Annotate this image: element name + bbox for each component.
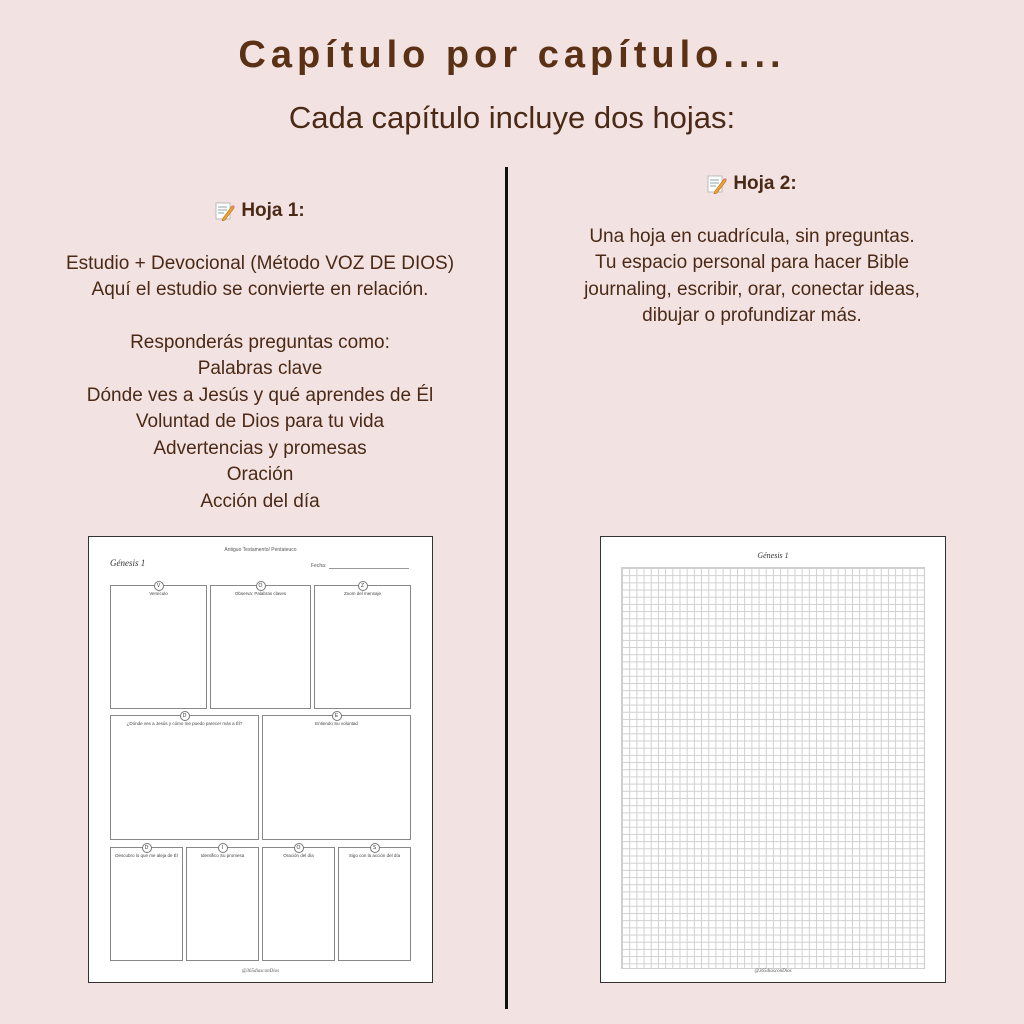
memo-pencil-icon (707, 174, 727, 194)
box-o2 (262, 847, 335, 961)
box-label: Versículo (149, 591, 168, 596)
page-title: Capítulo por capítulo.... (238, 34, 786, 76)
question-item: Oración (226, 464, 294, 485)
date-line (329, 568, 409, 569)
question-item: Acción del día (200, 490, 320, 512)
box-label: Zoom del mensaje (343, 591, 382, 596)
description-line: Tu espacio personal para hacer Bible (594, 252, 910, 273)
box-v (110, 585, 207, 709)
sheet1-section: Antiguo Testamento/ Pentateuco (224, 547, 297, 553)
box-o (210, 585, 311, 709)
box-s (338, 847, 411, 961)
box-label: Sigo con la acción del día (348, 853, 401, 858)
grid-area (621, 567, 925, 969)
letter-badge: V (154, 581, 164, 591)
sheet1-footer: @365diasconDios (241, 969, 280, 974)
letter-badge: S (370, 843, 380, 853)
description-line: journaling, escribir, orar, conectar ideas, (584, 278, 920, 300)
sheet1-heading-text: Hoja 1: (241, 200, 305, 221)
intro-line: Estudio + Devocional (Método VOZ DE DIOS) (65, 252, 455, 274)
letter-badge: I (218, 843, 228, 853)
sheet1-preview (88, 536, 433, 983)
box-label: Descubro lo que me aleja de Él (115, 853, 178, 858)
page-subtitle: Cada capítulo incluye dos hojas: (288, 100, 736, 135)
sheet2-heading-text: Hoja 2: (733, 173, 797, 194)
box-d (110, 715, 259, 840)
box-z (314, 585, 411, 709)
letter-badge: Z (358, 581, 368, 591)
box-i (186, 847, 259, 961)
box-label: Observa: Palabras claves (234, 591, 287, 596)
question-item: Voluntad de Dios para tu vida (135, 411, 385, 432)
sheet1-chapter: Génesis 1 (110, 558, 146, 568)
question-item: Dónde ves a Jesús y qué aprendes de Él (86, 384, 434, 406)
memo-pencil-icon (215, 201, 235, 221)
sheet2-description (512, 171, 992, 330)
box-label: Identifico Su promesa (200, 853, 245, 858)
box-d2 (110, 847, 183, 961)
letter-badge: D (180, 711, 190, 721)
column-divider (505, 167, 508, 1009)
intro-line: Aquí el estudio se convierte en relación. (91, 279, 429, 300)
sheet2-preview (600, 536, 946, 983)
letter-badge: O (256, 581, 266, 591)
sheet2-chapter: Génesis 1 (757, 551, 789, 560)
questions-intro: Responderás preguntas como: (130, 331, 390, 353)
sheet1-description (20, 198, 500, 515)
question-item: Advertencias y promesas (153, 437, 367, 459)
box-label: Entiendo Su voluntad (315, 721, 358, 726)
sheet2-heading (512, 171, 992, 198)
box-label: ¿Dónde ves a Jesús y cómo me puedo parecer más a Él? (126, 721, 243, 726)
sheet1-heading (20, 198, 500, 225)
question-item: Palabras clave (197, 358, 323, 379)
description-line: Una hoja en cuadrícula, sin preguntas. (589, 225, 915, 247)
box-label: Oración del día (283, 853, 314, 858)
box-e (262, 715, 411, 840)
letter-badge: D (142, 843, 152, 853)
sheet1-date-label: Fecha: (311, 563, 327, 569)
sheet2-footer: @365diasconDios (754, 969, 792, 974)
description-line: dibujar o profundizar más. (642, 305, 862, 326)
letter-badge: E (332, 711, 342, 721)
letter-badge: O (294, 843, 304, 853)
